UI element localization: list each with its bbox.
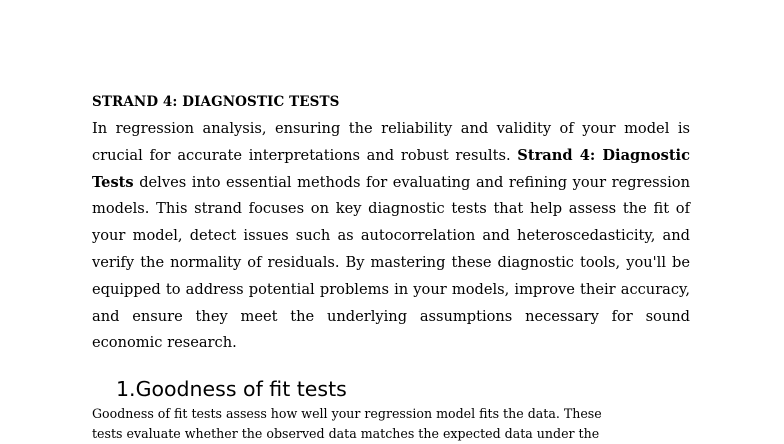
section-body-line: Goodness of fit tests assess how well your regression model fits the data. These (92, 406, 602, 421)
section-heading (116, 375, 347, 403)
section-body-paragraph (92, 404, 692, 444)
strand-heading: STRAND 4: DIAGNOSTIC TESTS (92, 94, 340, 110)
section-title-text: Goodness of fit tests (135, 377, 347, 401)
intro-bold-strand-name: Strand 4: Diagnostic Tests (92, 146, 690, 191)
intro-paragraph (92, 116, 690, 357)
section-body-line: tests evaluate whether the observed data matches the expected data under the (92, 426, 600, 441)
intro-text-part2: delves into essential methods for evaluating and refining your regression models. This strand focuses on key diagnostic tests that help assess the fit of your model, detect issues such as autocorrelation and heteroscedasticity, and verify the normality of residuals. By mastering these diagnostic tools, you'll be equipped to address potential problems in your models, improve their accuracy, and ensure they meet the underlying assumptions necessary for sound economic research. (92, 173, 690, 352)
intro-text-part1: In regression analysis, ensuring the reliability and validity of your model is crucial for accurate interpretations and robust results. (92, 120, 690, 164)
section-number: 1. (116, 377, 136, 401)
